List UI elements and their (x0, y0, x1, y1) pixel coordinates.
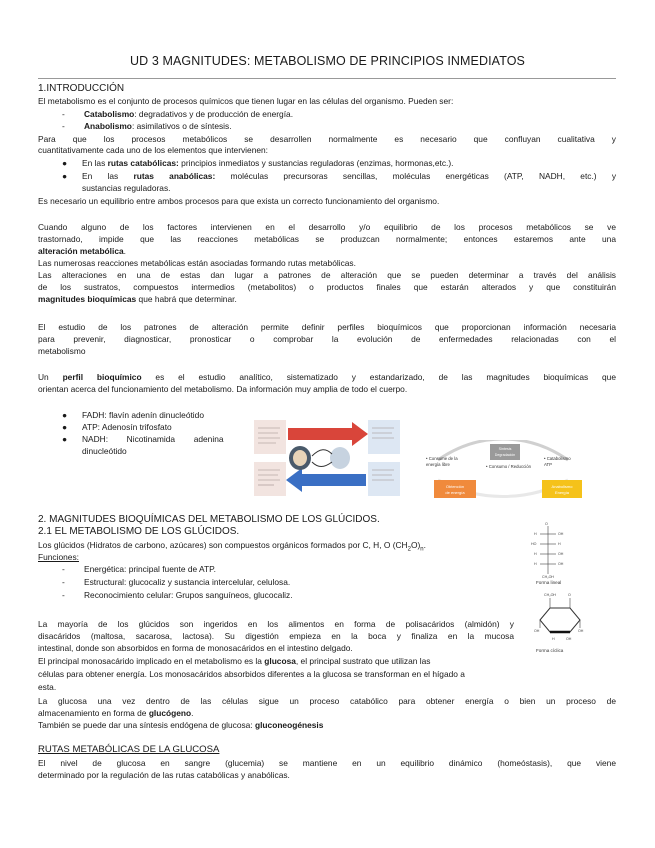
paragraph-line: de los sustratos, compuestos intermedios (metabolitos) o productos finales que estarán alterados y que constituirán (38, 282, 616, 292)
term-metabolic-alteration: alteración metabólica (38, 246, 124, 256)
dash-bullet: - (62, 590, 65, 600)
bullet-dot: ● (62, 422, 68, 432)
diagram-box-top-left (254, 420, 286, 454)
section-heading-glucids: 2. MAGNITUDES BIOQUÍMICAS DEL METABOLISMO DE LOS GLÚCIDOS. (38, 514, 380, 525)
svg-text:H: H (558, 542, 561, 546)
molecule-nadh: NADH: Nicotinamida adenina (82, 434, 224, 444)
list-item-catabolic-routes (62, 158, 453, 169)
term-catabolic-routes: rutas catabólicas: (107, 158, 179, 168)
paragraph-line: intestinal, donde son absorbidos en forma de monosacáridos en el intestino delgado. (38, 643, 353, 653)
paragraph-line (38, 720, 323, 731)
energy-icon (330, 447, 350, 469)
cycle-orange-label: Obtención (445, 484, 465, 489)
list-item-function (62, 590, 293, 601)
paragraph-text: , el principal sustrato que utilizan las (295, 656, 431, 666)
cycle-top-label: Degradación (494, 453, 516, 457)
cycle-yellow-label: Energía (554, 490, 570, 495)
cycle-orange-label: de energía (445, 490, 465, 495)
paragraph-line: para prevenir, diagnosticar, pronosticar o comprobar la evolución de enfermedades relacionadas con el (38, 334, 616, 344)
paragraph-line: células para obtener energía. Los monosacáridos absorbidos diferentes a la glucosa se transforman en el hígado a (38, 669, 465, 679)
paragraph-text: que habrá que determinar. (136, 294, 237, 304)
svg-text:OH: OH (558, 552, 564, 556)
function-text: Estructural: glucocaliz y sustancia intercelular, celulosa. (84, 577, 291, 587)
term-biochemical-profile: perfil bioquímico (62, 372, 142, 382)
linear-form-label: Forma lineal (536, 580, 562, 585)
paragraph-line: cuantitativamente cada uno de los elementos que intervienen: (38, 145, 268, 155)
glucose-structure-figure (528, 520, 598, 660)
diagram-box-bottom-left (254, 462, 286, 496)
bullet-dot: ● (62, 171, 68, 181)
punctuation: . (423, 540, 426, 550)
term-glucose: glucosa (264, 656, 296, 666)
energy-cycle-diagram (418, 440, 588, 500)
diagram-box-bottom-right (368, 462, 400, 496)
term-anabolism: Anabolismo (84, 121, 132, 131)
svg-text:OH: OH (558, 532, 564, 536)
svg-text:CH₂OH: CH₂OH (542, 575, 554, 579)
svg-text:H: H (534, 532, 537, 536)
paragraph-line (38, 246, 126, 257)
paragraph-line: Las numerosas reacciones metabólicas están asociadas formando rutas metabólicas. (38, 258, 356, 268)
catabolism-definition: : degradativos y de producción de energía. (134, 109, 294, 119)
paragraph-text: También se puede dar una síntesis endógena de glucosa: (38, 720, 255, 730)
function-text: Energética: principal fuente de ATP. (84, 564, 216, 574)
dash-bullet: - (62, 121, 65, 131)
molecule-nadh-continuation: dinucleótido (82, 446, 127, 456)
cycle-right-label: ATP (544, 462, 553, 467)
paragraph-line: Las alteraciones en una de estas dan lugar a patrones de alteración que se pueden determinar a través del análisis (38, 270, 616, 280)
svg-text:O: O (568, 593, 571, 597)
cycle-top-label: Síntesis (498, 447, 512, 451)
cycle-left-label: • Consume de la (426, 456, 458, 461)
term-gluconeogenesis: gluconeogénesis (254, 720, 324, 730)
paragraph-text: Un (38, 372, 63, 382)
dash-bullet: - (62, 577, 65, 587)
functions-label: Funciones: (38, 552, 79, 562)
list-item-catabolism (62, 109, 293, 120)
list-item-anabolic-routes (62, 171, 616, 182)
paragraph-line (38, 708, 193, 719)
paragraph-line: metabolismo (38, 346, 86, 356)
molecule-fadh: FADH: flavín adenín dinucleótido (82, 410, 204, 420)
metabolism-diagram (252, 418, 402, 498)
paragraph-line: Para que los procesos metabólicos se desarrollen normalmente es necesario que confluyan cualitativa y (38, 134, 616, 144)
paragraph-definition (38, 540, 426, 556)
list-item-anabolism (62, 121, 232, 132)
route-prefix: En las (82, 171, 134, 181)
svg-text:HO: HO (531, 542, 537, 546)
bullet-dot: ● (62, 158, 68, 168)
cycle-left-label: energía libre (426, 462, 450, 467)
cycle-box-yellow (542, 480, 582, 498)
svg-text:OH: OH (534, 629, 540, 633)
svg-text:CH₂OH: CH₂OH (544, 593, 556, 597)
term-anabolic-routes: rutas anabólicas: (133, 171, 216, 181)
cycle-yellow-label: Anabolismo (551, 484, 573, 489)
paragraph-line: La glucosa una vez dentro de las células sigue un proceso catabólico para obtener energía o bien un proceso de (38, 696, 616, 706)
route-prefix: En las (82, 158, 108, 168)
cyclic-form-label: Forma cíclica (536, 648, 564, 653)
cycle-mid-label: • Consumo / Reducción (486, 464, 531, 469)
list-item-nadh (62, 434, 222, 445)
svg-text:H: H (552, 637, 555, 641)
subscript: n (420, 546, 424, 553)
paragraph-line (38, 656, 430, 667)
list-item-function (62, 564, 216, 575)
document-title: UD 3 MAGNITUDES: METABOLISMO DE PRINCIPIOS INMEDIATOS (130, 54, 525, 68)
paragraph-line: El estudio de los patrones de alteración permite definir perfiles bioquímicos que proporcionan información necesaria (38, 322, 616, 332)
paragraph-line: trastornado, impide que las reacciones metabólicas se produzcan normalmente; entonces estaremos ante una (38, 234, 616, 244)
section-heading-intro: 1.INTRODUCCIÓN (38, 83, 125, 94)
paragraph-intro: El metabolismo es el conjunto de procesos químicos que tienen lugar en las células del organismo. Pueden ser: (38, 96, 454, 106)
list-item-function (62, 577, 290, 588)
paragraph-line (38, 294, 237, 305)
diagram-box-top-right (368, 420, 400, 454)
molecule-atp: ATP: Adenosín trifosfato (82, 422, 172, 432)
dash-bullet: - (62, 109, 65, 119)
paragraph-text: El principal monosacárido implicado en el metabolismo es la (38, 656, 265, 666)
routes-heading: RUTAS METABÓLICAS DE LA GLUCOSA (38, 744, 220, 755)
svg-text:OH: OH (578, 629, 584, 633)
paragraph-line: La mayoría de los glúcidos son ingeridos en los alimentos en forma de polisacáridos (almidón) y (38, 619, 514, 629)
paragraph-text: es el estudio analítico, sistematizado y estandarizado, de las magnitudes bioquímicas que (141, 372, 616, 382)
dash-bullet: - (62, 564, 65, 574)
anabolism-definition: : asimilativos o de síntesis. (131, 121, 232, 131)
paragraph-line: disacáridos (maltosa, sacarosa, lactosa). Su digestión empieza en la boca y finaliza en la mucosa (38, 631, 514, 641)
paragraph-text: almacenamiento en forma de (38, 708, 149, 718)
route-text: moléculas precursoras sencillas, moléculas energéticas (ATP, NADH, etc.) y (215, 171, 617, 181)
paragraph-balance: Es necesario un equilibrio entre ambos procesos para que exista un correcto funcionamiento del organismo. (38, 196, 440, 206)
paragraph-line: determinado por la regulación de las rutas catabólicas y anabólicas. (38, 770, 290, 780)
punctuation: . (191, 708, 194, 718)
cycle-right-label: • Catabolismo (544, 456, 571, 461)
route-text-continuation: sustancias reguladoras. (82, 183, 171, 193)
svg-text:H: H (534, 552, 537, 556)
term-glycogen: glucógeno (148, 708, 192, 718)
subscript: 2 (407, 546, 411, 553)
route-text: principios inmediatos y sustancias reguladoras (enzimas, hormonas,etc.). (178, 158, 454, 168)
definition-text: O) (410, 540, 421, 550)
title-divider (38, 78, 616, 79)
term-biochemical-magnitudes: magnitudes bioquímicas (38, 294, 137, 304)
svg-text:O: O (545, 522, 548, 526)
glucose-linear-structure (540, 526, 556, 574)
bullet-dot: ● (62, 434, 68, 444)
glucose-cyclic-structure (540, 598, 580, 632)
term-catabolism: Catabolismo (84, 109, 135, 119)
definition-text: Los glúcidos (Hidratos de carbono, azúcares) son compuestos orgánicos formados por C, H, O (CH (38, 540, 408, 550)
punctuation: . (123, 246, 126, 256)
paragraph-line (38, 372, 616, 383)
list-item-atp (62, 422, 172, 433)
paragraph-line: esta. (38, 682, 57, 692)
svg-text:H: H (534, 562, 537, 566)
svg-text:OH: OH (558, 562, 564, 566)
function-text: Reconocimiento celular: Grupos sanguíneos, glucocaliz. (84, 590, 293, 600)
bullet-dot: ● (62, 410, 68, 420)
svg-text:OH: OH (566, 637, 572, 641)
list-item-fadh (62, 410, 204, 421)
paragraph-line: Cuando alguno de los factores intervienen en el desarrollo y/o equilibrio de los procesos metabólicos se ve (38, 222, 616, 232)
subsection-heading: 2.1 EL METABOLISMO DE LOS GLÚCIDOS. (38, 526, 240, 537)
paragraph-line: orientan acerca del funcionamiento del metabolismo. Da información muy amplia de todo el cuerpo. (38, 384, 408, 394)
paragraph-line: El nivel de glucosa en sangre (glucemia) se mantiene en un equilibrio dinámico (homeóstasis), que viene (38, 758, 616, 768)
cycle-box-orange (434, 480, 476, 498)
